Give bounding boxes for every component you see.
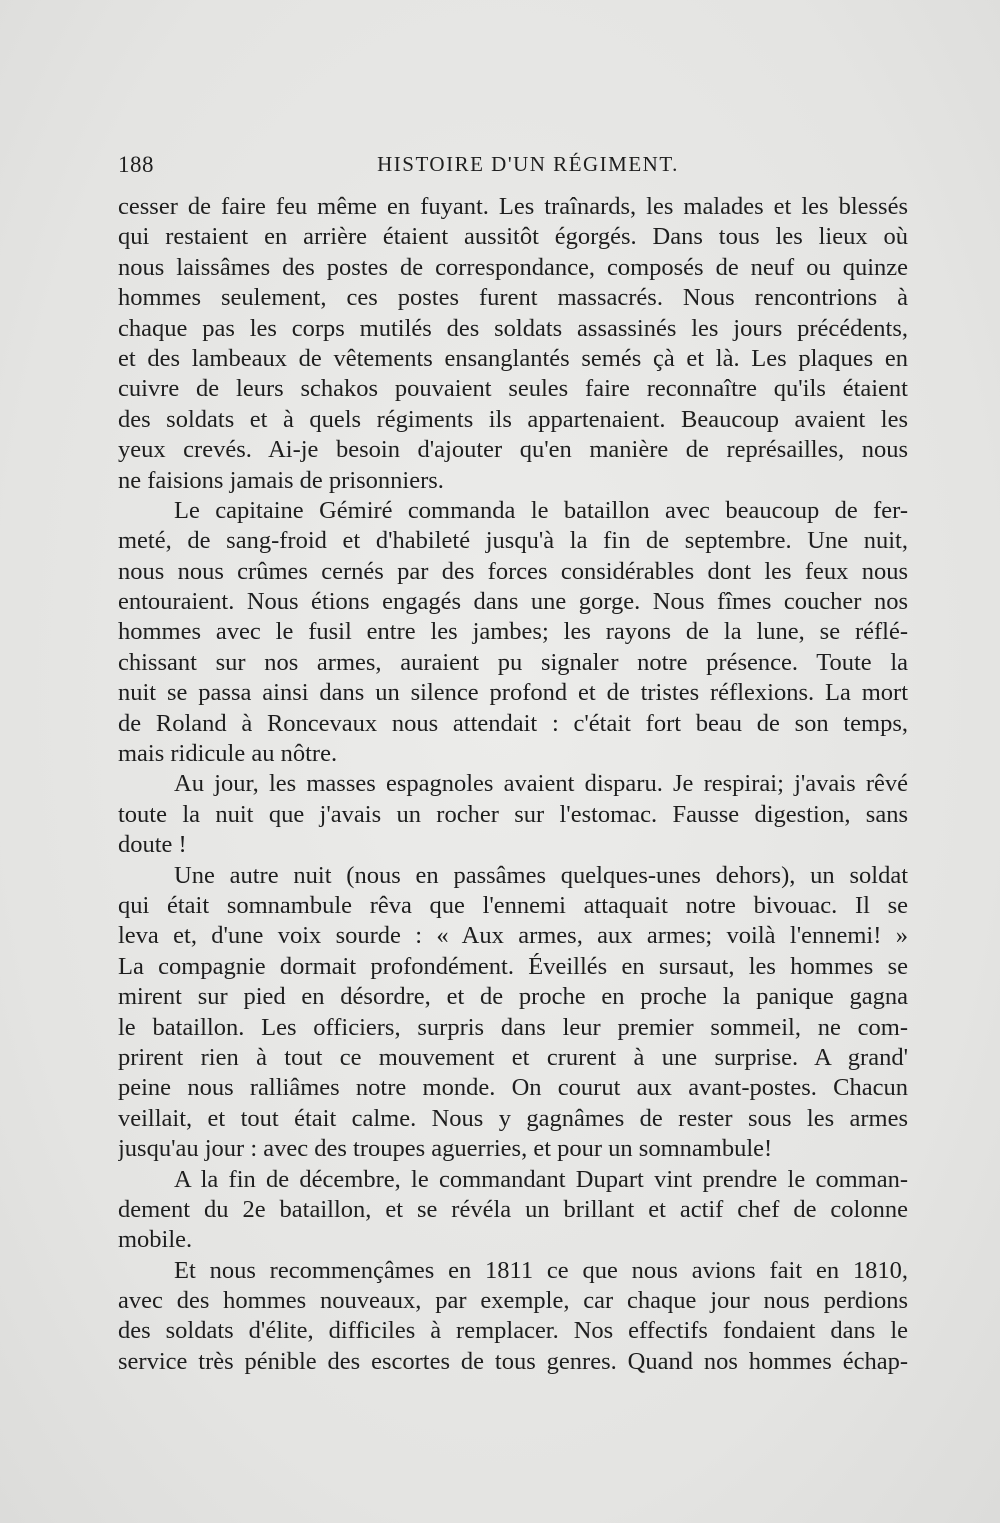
text-line: chaque pas les corps mutilés des soldats assassinés les jours précédents, [118, 314, 908, 342]
text-line: cuivre de leurs schakos pouvaient seules faire reconnaître qu'ils étaient [118, 375, 908, 403]
text-line: meté, de sang-froid et d'habileté jusqu'à la fin de septembre. Une nuit, [118, 527, 908, 555]
text-line: mais ridicule au nôtre. [118, 740, 338, 768]
text-line: dement du 2e bataillon, et se révéla un brillant et actif chef de colonne [118, 1195, 908, 1223]
body-text [118, 192, 908, 1377]
text-line: de Roland à Roncevaux nous attendait : c'était fort beau de son temps, [118, 709, 908, 737]
text-line: service très pénible des escortes de tous genres. Quand nos hommes échap- [118, 1347, 908, 1375]
page-number: 188 [118, 152, 154, 177]
paragraph-first-line: Au jour, les masses espagnoles avaient disparu. Je respirai; j'avais rêvé [174, 770, 908, 798]
text-line: toute la nuit que j'avais un rocher sur l'estomac. Fausse digestion, sans [118, 800, 908, 828]
running-title: HISTOIRE D'UN RÉGIMENT. [377, 152, 679, 176]
text-line: mobile. [118, 1226, 193, 1254]
text-line: prirent rien à tout ce mouvement et crurent à une surprise. A grand' [118, 1043, 908, 1071]
text-line: ne faisions jamais de prisonniers. [118, 466, 444, 494]
text-line: qui restaient en arrière étaient aussitôt égorgés. Dans tous les lieux où [118, 223, 908, 251]
text-line: et des lambeaux de vêtements ensanglantés semés çà et là. Les plaques en [118, 344, 908, 372]
text-line: nous laissâmes des postes de correspondance, composés de neuf ou quinze [118, 253, 908, 281]
text-line: jusqu'au jour : avec des troupes aguerries, et pour un somnambule! [118, 1135, 773, 1163]
text-line: des soldats et à quels régiments ils appartenaient. Beaucoup avaient les [118, 405, 908, 433]
text-line: chissant sur nos armes, auraient pu signaler notre présence. Toute la [118, 648, 908, 676]
paragraph-first-line: Une autre nuit (nous en passâmes quelques-unes dehors), un soldat [174, 861, 908, 889]
paragraph-first-line: Le capitaine Gémiré commanda le bataillon avec beaucoup de fer- [174, 496, 908, 524]
text-line: le bataillon. Les officiers, surpris dans leur premier sommeil, ne com- [118, 1013, 908, 1041]
text-line: nous nous crûmes cernés par des forces considérables dont les feux nous [118, 557, 908, 585]
text-line: yeux crevés. Ai-je besoin d'ajouter qu'en manière de représailles, nous [118, 436, 908, 464]
text-line: peine nous ralliâmes notre monde. On courut aux avant-postes. Chacun [118, 1074, 908, 1102]
page-header [118, 152, 908, 184]
text-line: leva et, d'une voix sourde : « Aux armes, aux armes; voilà l'ennemi! » [118, 922, 908, 950]
text-line: entouraient. Nous étions engagés dans une gorge. Nous fîmes coucher nos [118, 588, 908, 616]
text-line: hommes avec le fusil entre les jambes; les rayons de la lune, se réflé- [118, 618, 908, 646]
text-line: hommes seulement, ces postes furent massacrés. Nous rencontrions à [118, 284, 908, 312]
text-line: cesser de faire feu même en fuyant. Les traînards, les malades et les blessés [118, 193, 908, 220]
paragraph-first-line: Et nous recommençâmes en 1811 ce que nous avions fait en 1810, [174, 1256, 908, 1284]
text-line: veillait, et tout était calme. Nous y gagnâmes de rester sous les armes [118, 1104, 908, 1132]
text-line: La compagnie dormait profondément. Éveillés en sursaut, les hommes se [118, 952, 908, 980]
text-line: nuit se passa ainsi dans un silence profond et de tristes réflexions. La mort [118, 679, 908, 707]
text-line: avec des hommes nouveaux, par exemple, car chaque jour nous perdions [118, 1287, 908, 1315]
text-line: qui était somnambule rêva que l'ennemi attaquait notre bivouac. Il se [118, 891, 908, 919]
text-line: des soldats d'élite, difficiles à remplacer. Nos effectifs fondaient dans le [118, 1317, 908, 1345]
text-line: doute ! [118, 831, 187, 859]
paragraph-first-line: A la fin de décembre, le commandant Dupart vint prendre le comman- [174, 1165, 908, 1193]
text-line: mirent sur pied en désordre, et de proche en proche la panique gagna [118, 983, 908, 1011]
